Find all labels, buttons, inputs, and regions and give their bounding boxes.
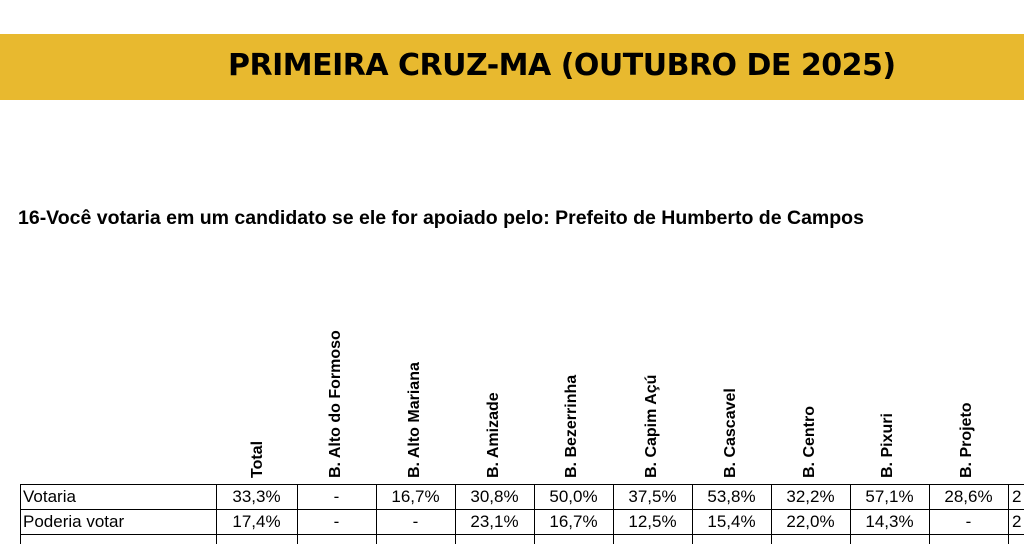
- column-header-label: Total: [249, 440, 266, 478]
- column-header-label: B. Amizade: [485, 392, 502, 478]
- column-header-label: B. Pixuri: [879, 413, 896, 478]
- title-banner: [0, 34, 1024, 100]
- table-cell: 50,0%: [549, 487, 598, 506]
- table-cell: 28,6%: [944, 487, 993, 506]
- table-cell: 57,1%: [865, 487, 914, 506]
- table-cell: 2: [1012, 487, 1022, 506]
- table-cell: 17,4%: [232, 512, 281, 531]
- table-cell: 30,8%: [470, 487, 519, 506]
- question-text: 16-Você votaria em um candidato se ele for apoiado pelo: Prefeito de Humberto de Campos: [18, 207, 864, 229]
- table-cell: -: [333, 512, 340, 531]
- table-cell: 16,7%: [391, 487, 440, 506]
- table-cell: -: [412, 512, 419, 531]
- column-header-label: B. Alto Mariana: [406, 362, 423, 478]
- table-row: [20, 485, 1024, 510]
- table-cell: 23,1%: [470, 512, 519, 531]
- column-header-label: B. Capim Açú: [643, 374, 660, 478]
- table-cell: -: [333, 487, 340, 506]
- table-cell: -: [965, 512, 972, 531]
- table-cell: 15,4%: [707, 512, 756, 531]
- column-header-label: B. Bezerrinha: [563, 374, 580, 478]
- table-cell: 16,7%: [549, 512, 598, 531]
- table-cell: 22,0%: [786, 512, 835, 531]
- column-header-label: B. Alto do Formoso: [327, 330, 344, 478]
- column-header-label: B. Cascavel: [722, 388, 739, 478]
- table-cell: 33,3%: [232, 487, 281, 506]
- table-cell: 2: [1012, 512, 1022, 531]
- table-cell: 14,3%: [865, 512, 914, 531]
- column-header-label: B. Centro: [801, 406, 818, 478]
- column-header-label: B. Projeto: [958, 402, 975, 478]
- page-title: PRIMEIRA CRUZ-MA (OUTUBRO DE 2025): [228, 48, 896, 83]
- table-cell: 12,5%: [628, 512, 677, 531]
- table-cell: 32,2%: [786, 487, 835, 506]
- table-cell: 53,8%: [707, 487, 756, 506]
- row-label: Poderia votar: [23, 512, 125, 531]
- row-label: Votaria: [23, 487, 76, 506]
- table-cell: 37,5%: [628, 487, 677, 506]
- table-row: [20, 510, 1024, 535]
